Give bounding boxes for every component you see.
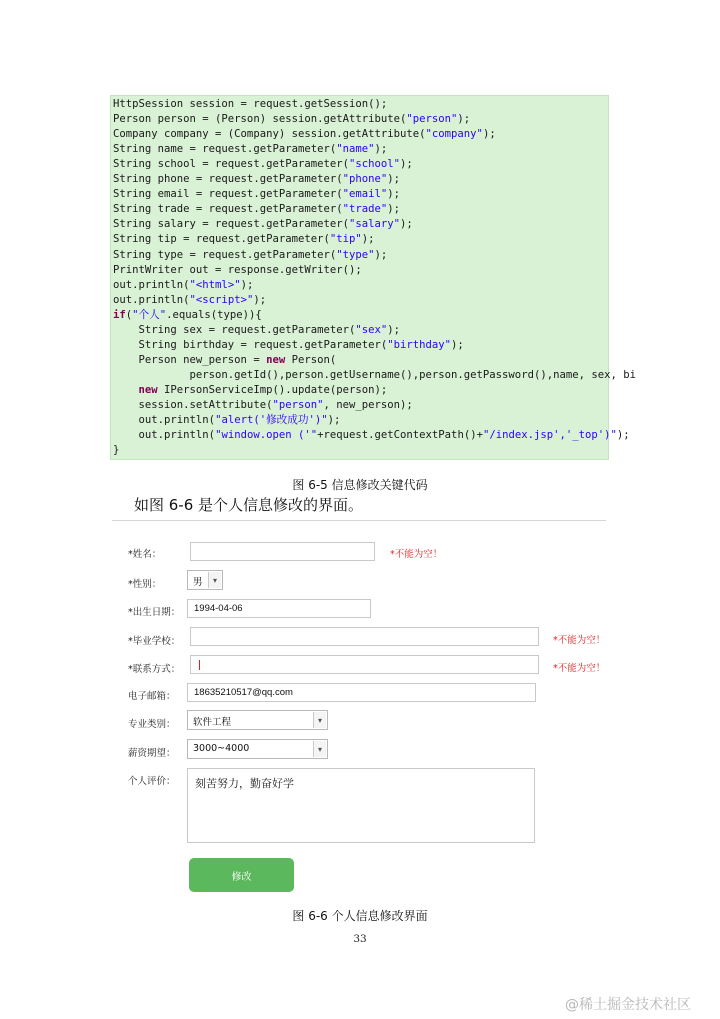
birth-input[interactable]: 1994-04-06 [187,599,371,618]
code-line: String email = request.getParameter("email"); [113,188,401,201]
code-line: Person new_person = new Person( [113,353,337,366]
salary-value: 3000~4000 [193,743,250,754]
email-input[interactable]: 18635210517@qq.com [187,683,536,702]
phone-input[interactable] [190,655,539,674]
salary-select[interactable] [187,739,328,759]
name-error: *不能为空！ [390,549,443,560]
salary-label: 薪资期望： [128,748,176,759]
figure-caption-6-6: 图 6-6 个人信息修改界面 [292,909,428,923]
code-line: out.println("alert('修改成功')"); [113,414,341,427]
code-line: String school = request.getParameter("school"); [113,158,413,171]
comment-label: 个人评价： [128,776,176,787]
site-watermark: @稀土掘金技术社区 [565,997,691,1013]
code-line: session.setAttribute("person", new_person); [113,399,413,411]
code-line: String birthday = request.getParameter("birthday"); [113,338,464,351]
code-line: String type = request.getParameter("type"); [113,248,388,261]
chevron-down-icon: ▾ [208,572,221,588]
code-line: String sex = request.getParameter("sex"); [113,323,401,336]
code-line: PrintWriter out = response.getWriter(); [113,263,362,276]
major-label: 专业类别： [128,719,176,730]
code-line: if("个人".equals(type)){ [113,308,262,321]
code-line: out.println("<script>"); [113,293,267,306]
body-paragraph: 如图 6-6 是个人信息修改的界面。 [134,496,364,514]
school-error: *不能为空！ [553,635,606,646]
text-cursor [199,660,200,670]
email-label: 电子邮箱： [128,691,176,702]
code-line: Person person = (Person) session.getAttribute("person"); [113,113,471,126]
code-line: String phone = request.getParameter("phone"); [113,173,401,186]
code-line: String salary = request.getParameter("salary"); [113,218,413,231]
phone-error: *不能为空！ [553,663,606,674]
sex-label: *性别： [128,579,162,590]
sex-select[interactable] [187,570,223,590]
code-line: Company company = (Company) session.getAttribute("company"); [113,128,496,141]
code-line: new IPersonServiceImp().update(person); [138,383,388,396]
name-label: *姓名： [128,549,162,560]
code-line: String trade = request.getParameter("trade"); [113,203,401,216]
code-line: person.getId(),person.getUsername(),person.getPassword(),name, sex, bi [113,368,636,381]
chevron-down-icon: ▾ [313,712,326,728]
code-line: out.println("<html>"); [113,278,254,291]
divider [112,520,606,521]
name-input[interactable] [190,542,375,561]
code-line: out.println("window.open ('"+request.getContextPath()+"/index.jsp','_top')"); [113,429,630,442]
major-value: 软件工程 [193,717,232,728]
chevron-down-icon: ▾ [313,741,326,757]
sex-value: 男 [193,577,203,588]
code-line: HttpSession session = request.getSession(); [113,98,388,110]
comment-textarea[interactable]: 刻苦努力，勤奋好学 [187,768,535,843]
phone-label: *联系方式： [128,664,181,675]
code-line: String tip = request.getParameter("tip"); [113,233,375,246]
birth-label: *出生日期： [128,607,181,618]
code-line: String name = request.getParameter("name"); [113,143,388,156]
figure-caption-6-5: 图 6-5 信息修改关键代码 [292,478,428,492]
page-number: 33 [353,933,367,945]
code-line: } [113,444,120,457]
school-input[interactable] [190,627,539,646]
submit-button[interactable]: 修改 [189,858,294,892]
code-block [110,95,636,460]
school-label: *毕业学校： [128,636,181,647]
major-select[interactable] [187,710,328,730]
